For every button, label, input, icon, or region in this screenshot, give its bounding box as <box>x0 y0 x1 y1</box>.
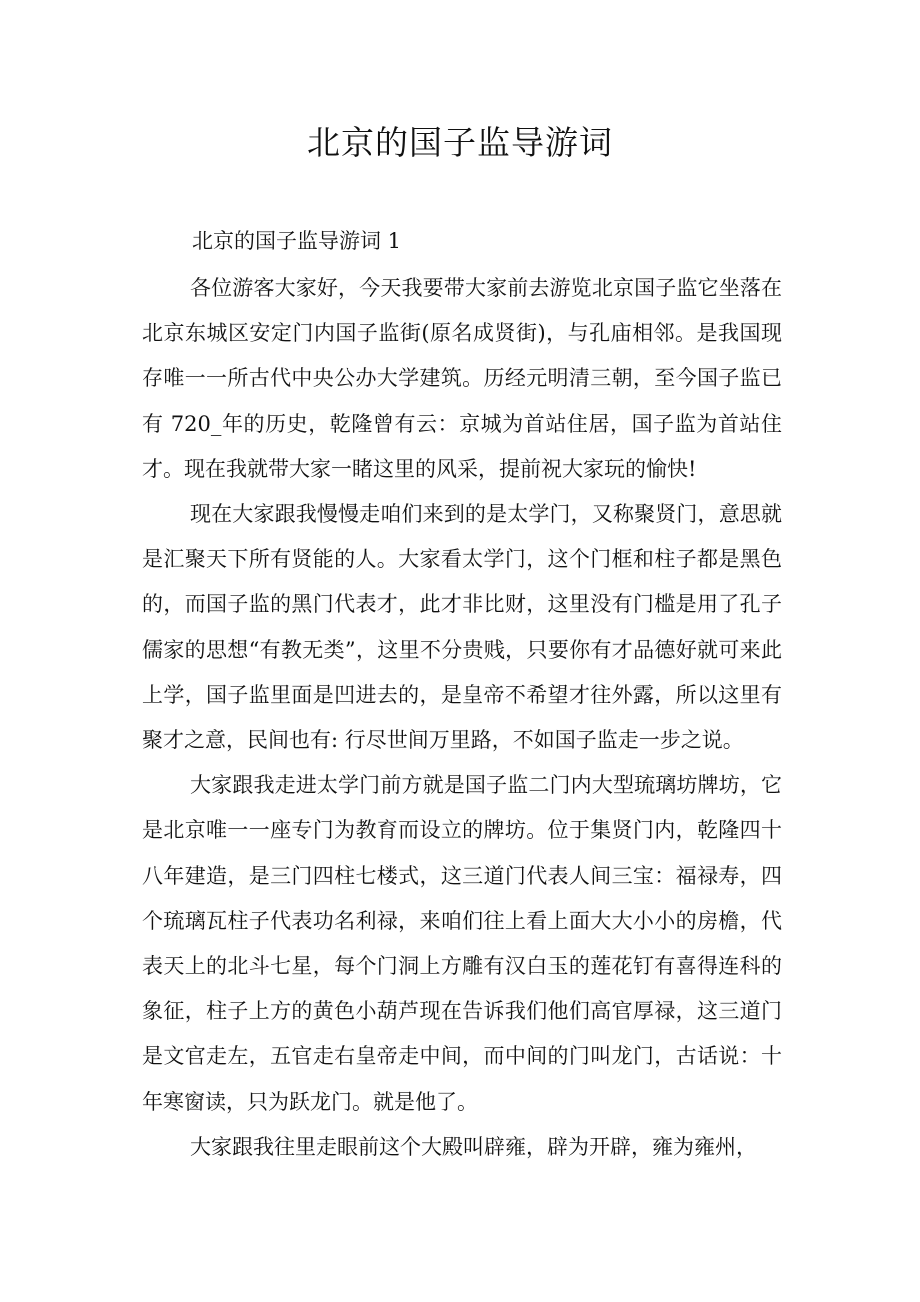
document-body <box>142 266 782 1170</box>
paragraph-biyong-hall: 大家跟我往里走眼前这个大殿叫辟雍，辟为开辟，雍为雍州， <box>190 1134 757 1159</box>
document-title: 北京的国子监导游词 <box>307 123 613 162</box>
section-heading: 北京的国子监导游词 1 <box>192 229 402 253</box>
paragraph-glazed-archway: 大家跟我走进太学门前方就是国子监二门内大型琉璃坊牌坊，它是北京唯一一座专门为教育而设立的牌坊。位于集贤门内，乾隆四十八年建造，是三门四柱七楼式，这三道门代表人间三宝：福禄寿，四个琉璃瓦柱子代表功名利禄，来咱们往上看上面大大小小的房檐，代表天上的北斗七星，每个门洞上方雕有汉白玉的莲花钉有喜得连科的象征，柱子上方的黄色小葫芦现在告诉我们他们高官厚禄，这三道门是文官走左，五官走右皇帝走中间，而中间的门叫龙门，古话说：十年寒窗读，只为跃龙门。就是他了。 <box>142 773 782 1114</box>
paragraph-taixue-gate: 现在大家跟我慢慢走咱们来到的是太学门，又称聚贤门，意思就是汇聚天下所有贤能的人。大家看太学门，这个门框和柱子都是黑色的，而国子监的黑门代表才，此才非比财，这里没有门槛是用了孔子儒家的思想“有教无类”，这里不分贵贱，只要你有才品德好就可来此上学，国子监里面是凹进去的，是皇帝不希望才往外露，所以这里有聚才之意，民间也有: 行尽世间万里路，不如国子监走一步之说。 <box>142 502 782 753</box>
paragraph-intro: 各位游客大家好，今天我要带大家前去游览北京国子监它坐落在北京东城区安定门内国子监街(原名成贤街)，与孔庙相邻。是我国现存唯一一所古代中央公办大学建筑。历经元明清三朝，至今国子监已有 720_年的历史，乾隆曾有云：京城为首站住居，国子监为首站住才。现在我就带大家一睹这里的风采，提前祝大家玩的愉快! <box>142 276 782 481</box>
